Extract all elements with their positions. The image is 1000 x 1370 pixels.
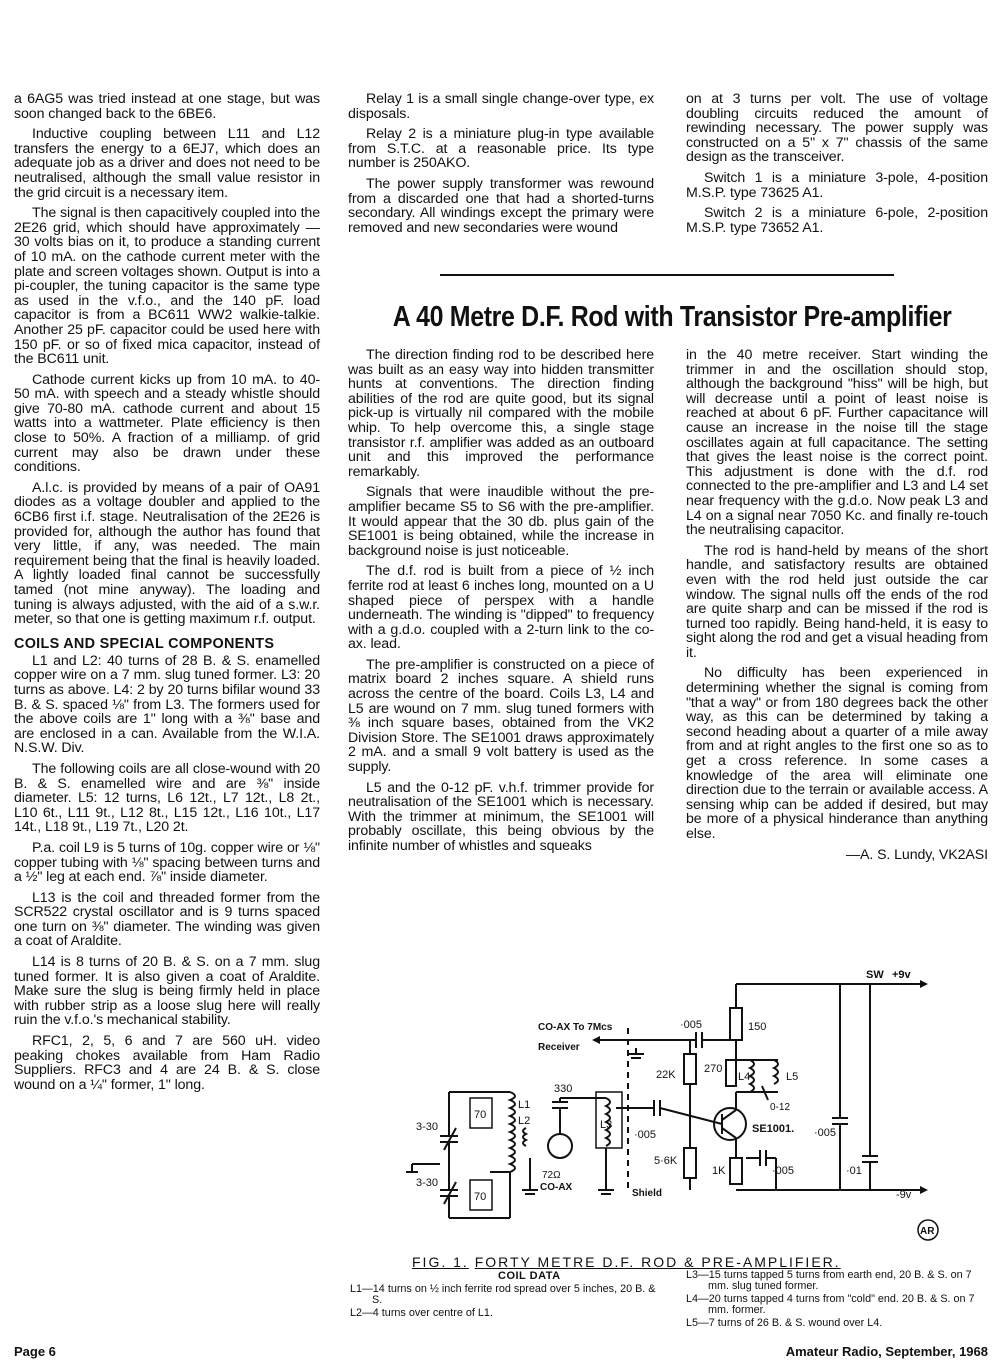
capacitor-label: 70 — [474, 1109, 487, 1121]
resistor-label: 5·6K — [654, 1155, 678, 1167]
coil-label: L5 — [786, 1071, 799, 1083]
receiver-label: Receiver — [538, 1042, 580, 1053]
paragraph: L13 is the coil and threaded former from the SCR522 crystal oscillator and is 9 turns spaced one turn on ⅜" diameter. The winding was given a coat of Araldite. — [14, 889, 320, 950]
paragraph: RFC1, 2, 5, 6 and 7 are 560 uH. video peaking chokes available from Ham Radio Suppliers. RFC3 and 4 are 24 B. & S. close wound on a ¼" former, 1" long. — [14, 1033, 320, 1093]
coil-data-item: L4—20 turns tapped 4 turns from "cold" end. 20 B. & S. on 7 mm. former. — [686, 1292, 975, 1317]
coax-out-label: CO-AX To 7Mcs — [538, 1022, 613, 1033]
resistor-label: 150 — [748, 1021, 767, 1033]
capacitor-label: ·005 — [680, 1019, 703, 1031]
paragraph: The pre-amplifier is constructed on a piece of matrix board 2 inches square. A shield runs across the centre of the board. Coils L3, L4 and L5 are wound on 7 mm. slug tuned formers with ⅜ inch square bases, obtained from the VK2 Division Store. The SE1001 draws approximately 2 mA. and a small 9 volt battery is used as the supply. — [348, 656, 654, 776]
coax-label: CO-AX — [540, 1182, 573, 1193]
paragraph: Switch 1 is a miniature 3-pole, 4-position M.S.P. type 73625 A1. — [686, 169, 988, 201]
coil-l2 — [523, 1128, 526, 1146]
coil-data-item: L5—7 turns of 26 B. & S. wound over L4. — [686, 1316, 883, 1329]
coil-l1 — [510, 1092, 515, 1172]
coil-data-item: L3—15 turns tapped 5 turns from earth end, 20 B. & S. on 7 mm. slug tuned former. — [686, 1269, 972, 1293]
paragraph: L1 and L2: 40 turns of 28 B. & S. enamelled copper wire on a 7 mm. slug tuned former. L3: 20 turns as above. L4: 2 by 20 turns bifilar wound 33 B. & S. spaced ⅛" from L3. The formers used for the above coils are 1" long with a ⅜" base and are enclosed in a can. Available from the W.I.A. N.S.W. Div. — [14, 652, 320, 757]
capacitor-label: ·01 — [846, 1165, 862, 1177]
coil-label: L1 — [518, 1099, 531, 1111]
paragraph: The d.f. rod is built from a piece of ½ inch ferrite rod at least 6 inches long, mounted on a U shaped piece of perspex with a handle underneath. The winding is "dipped" to frequency with a g.d.o. coupled with a 2-turn link to the co-ax. lead. — [348, 563, 654, 653]
paragraph: The rod is hand-held by means of the short handle, and satisfactory results are obtained even with the rod held just outside the car window. The signal nulls off the ends of the rod are quite sharp and can be missed if the rod is turned too rapidly. Being hand-held, it is easy to sight along the rod and get a visual heading from it. — [686, 542, 988, 661]
coil-data-item: L2—4 turns over centre of L1. — [350, 1306, 493, 1319]
column-left — [14, 92, 320, 1098]
arrow-right-icon — [920, 1186, 928, 1194]
paragraph: Cathode current kicks up from 10 mA. to 40-50 mA. with speech and a steady whistle should give 70-80 mA. cathode current and about 15 watts into a wattmeter. Plate efficiency is then close to 50%. A fraction of a milliamp. of grid current may also be drawn under these conditions. — [14, 371, 320, 476]
trimmer-label: 3-30 — [416, 1177, 439, 1189]
trimmer-label: 0-12 — [770, 1102, 791, 1113]
resistor-150 — [730, 1008, 742, 1040]
page-number: Page 6 — [14, 1344, 56, 1359]
section-heading-coils: COILS AND SPECIAL COMPONENTS — [14, 635, 275, 652]
capacitor-label: ·005 — [772, 1165, 795, 1177]
capacitor-label: 330 — [554, 1083, 573, 1095]
section-divider — [440, 274, 894, 276]
paragraph: Relay 2 is a miniature plug-in type available from S.T.C. at a reasonable price. Its type number is 250AKO. — [348, 126, 654, 172]
arrow-left-icon — [592, 1036, 600, 1044]
minus-9v-label: -9v — [896, 1189, 912, 1201]
paragraph: The following coils are all close-wound with 20 B. & S. enamelled wire and are ⅜" inside diameter. L5: 12 turns, L6 12t., L7 12t., L8 2t., L10 6t., L11 9t., L12 8t., L15 12t., L16 10t., L17 14t., L18 9t., L19 7t., L20 2t. — [14, 760, 320, 836]
column-middle — [348, 348, 654, 860]
switch-label: SW — [866, 969, 884, 981]
paragraph: Signals that were inaudible without the pre-amplifier became S5 to S6 with the pre-amplifier. It would appear that the 30 db. plus gain of the SE1001 is being obtained, while the increase in background noise is just noticeable. — [348, 484, 654, 559]
resistor-label: 270 — [704, 1063, 723, 1075]
paragraph: a 6AG5 was tried instead at one stage, but was soon changed back to the 6BE6. — [14, 91, 320, 122]
resistor-5-6k — [684, 1148, 696, 1178]
column-right-top — [686, 92, 988, 241]
paragraph: Relay 1 is a small single change-over type, ex disposals. — [348, 91, 654, 122]
coil-label: L2 — [518, 1115, 531, 1127]
trimmer-label: 3-30 — [416, 1121, 439, 1133]
paragraph: on at 3 turns per volt. The use of voltage doubling circuits reduced the amount of rewinding necessary. The power supply was constructed on a 5" x 7" chassis of the same design as the transceiver. — [686, 91, 988, 166]
impedance-label: 72Ω — [542, 1170, 561, 1181]
coil-data-right — [686, 1270, 988, 1330]
plus-9v-label: +9v — [892, 969, 911, 981]
paragraph: The power supply transformer was rewound from a discarded one that had a shorted-turns secondary. All windings except the primary were removed and new secondaries were wound — [348, 175, 654, 236]
coax-link-loop — [548, 1134, 572, 1158]
capacitor-label: ·005 — [814, 1127, 837, 1139]
coil-l5 — [774, 1060, 778, 1084]
capacitor-label: 70 — [474, 1191, 487, 1203]
figure-number: FIG. 1. — [412, 1254, 469, 1270]
resistor-270 — [726, 1060, 736, 1086]
coil-l4 — [750, 1060, 754, 1092]
transistor-label: SE1001. — [752, 1123, 795, 1135]
column-right — [686, 348, 988, 862]
paragraph: in the 40 metre receiver. Start winding the trimmer in and the oscillation should stop, although the background "hiss" will be high, but will decrease until a point of least noise is reached at about 6 pF. Further capacitance will cause an increase in the noise till the stage oscillates again at full capacitance. The setting that gives the least noise is the correct point. This adjustment is done with the d.f. rod connected to the pre-amplifier and L3 and L4 set near frequency with the g.d.o. Now peak L3 and L4 on a signal near 7050 Kc. and finally re-touch the neutralising capacitor. — [686, 347, 988, 539]
resistor-1k — [730, 1158, 742, 1184]
figure-title: FORTY METRE D.F. ROD & PRE-AMPLIFIER. — [474, 1254, 841, 1270]
shield-label: Shield — [632, 1188, 663, 1199]
paragraph: No difficulty has been experienced in determining whether the signal is coming from "that a way" or from 180 degrees back the other way, as this can be determined by taking a second heading about a quarter of a mile away from and at right angles to the first one so as to get a cross reference. In some cases a knowledge of the area will eliminate one direction due to the terrain or available access. A sensing whip can be added if desired, but may be more of a physical hinderance than anything else. — [686, 665, 988, 842]
publication-info: Amateur Radio, September, 1968 — [785, 1344, 988, 1359]
paragraph: The signal is then capacitively coupled into the 2E26 grid, which should have approximately —30 volts bias on it, to produce a standing current of 10 mA. on the cathode current meter with the plate and screen voltages shown. Output is into a pi-coupler, the tuning capacitor is the same type as used in the v.f.o., and the 140 pF. load capacitor is from a BC611 WW2 walkie-talkie. Another 25 pF. capacitor could be used here with 150 pF. or so of fixed mica capacitor, instead of the BC611 unit. — [14, 205, 320, 368]
paragraph: L14 is 8 turns of 20 B. & S. on a 7 mm. slug tuned former. It is also given a coat of Araldite. Make sure the slug is being firmly held in place with rubber strip as a loose slug here will really ruin the v.f.o.'s mechanical stability. — [14, 954, 320, 1029]
resistor-22k — [684, 1054, 696, 1084]
arrow-right-icon — [920, 980, 928, 988]
coil-label: L4 — [738, 1071, 751, 1083]
capacitor-label: ·005 — [634, 1129, 657, 1141]
paragraph: A.l.c. is provided by means of a pair of OA91 diodes as a voltage doubler and applied to the 6CB6 first i.f. stage. Neutralisation of the 2E26 is provided for, although the author has found that very little, if any, was needed. The main requirement being that the final is heavily loaded. A lightly loaded final cannot be successfully tamed (not mine anyway). The loading and tuning is always adjusted, with the aid of a s.w.r. meter, so that one is getting maximum r.f. output. — [14, 479, 320, 628]
paragraph: Inductive coupling between L11 and L12 transfers the energy to a 6EJ7, which does an adequate job as a driver and does not need to be neutralised, although the small value resistor in the grid circuit is a necessary item. — [14, 126, 320, 201]
coil-data-title: COIL DATA — [498, 1270, 561, 1282]
author-signature: —A. S. Lundy, VK2ASI — [845, 846, 988, 863]
resistor-label: 22K — [656, 1069, 676, 1081]
figure-caption — [412, 1254, 841, 1270]
column-middle-top — [348, 92, 654, 241]
paragraph: P.a. coil L9 is 5 turns of 10g. copper wire or ⅛" copper tubing with ⅛" spacing between turns and a ½" leg at each end. ⅞" inside diameter. — [14, 839, 320, 886]
circuit-schematic — [400, 968, 990, 1254]
ar-logo-text: AR — [920, 1226, 935, 1237]
paragraph: Switch 2 is a miniature 6-pole, 2-position M.S.P. type 73652 A1. — [686, 205, 988, 236]
paragraph: L5 and the 0-12 pF. v.h.f. trimmer provide for neutralisation of the SE1001 which is necessary. With the trimmer at minimum, the SE1001 will probably oscillate, this being obvious by the infinite number of whistles and squeaks — [348, 779, 654, 854]
coil-data-item: L1—14 turns on ½ inch ferrite rod spread over 5 inches, 20 B. & S. — [350, 1283, 656, 1307]
coil-label: L3 — [600, 1119, 613, 1131]
coil-data-left — [350, 1284, 660, 1320]
paragraph: The direction finding rod to be described here was built as an easy way into hidden transmitter hunts at conventions. The direction finding abilities of the rod are quite good, but its signal pick-up is virtually nil compared with the mobile whip. To help overcome this, a single stage transistor r.f. amplifier was added as an outboard unit and this improved the performance remarkably. — [348, 347, 654, 480]
article-headline: A 40 Metre D.F. Rod with Transistor Pre-amplifier — [392, 301, 952, 333]
resistor-label: 1K — [712, 1165, 726, 1177]
